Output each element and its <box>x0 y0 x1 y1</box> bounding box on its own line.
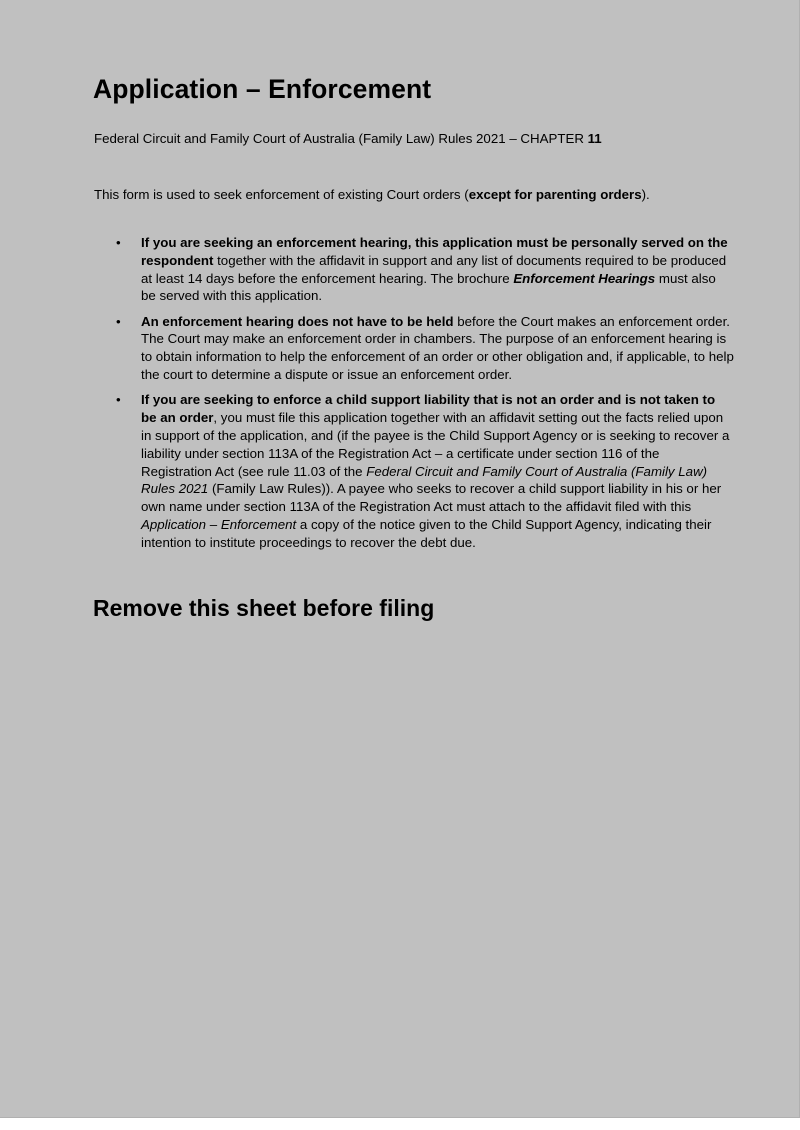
list-item-bold-lead: If you are seeking an enforcement hearing, this application must be personally served on the respondent <box>141 235 728 268</box>
bullet-icon: • <box>116 313 121 329</box>
intro-bold: except for parenting orders <box>468 187 642 202</box>
remove-sheet-heading: Remove this sheet before filing <box>93 595 435 621</box>
list-item-body: before the Court makes an enforcement order. The Court may make an enforcement order in chambers. The purpose of an enforcement hearing is to obtain information to help the enforcement of an order or other obligation and, if applicable, to help the court to determine a dispute or issue an enforcement order. <box>141 313 734 383</box>
list-item-bold-lead: If you are seeking to enforce a child support liability that is not an order and is not taken to be an order <box>141 392 716 426</box>
list-item-body: together with the affidavit in support and any list of documents required to be produced at least 14 days before the enforcement hearing. The brochure <box>141 252 727 286</box>
list-item-text <box>141 391 734 551</box>
list-item-body: , you must file this application together with an affidavit setting out the facts relied upon in support of the application, and (if the payee is the Child Support Agency or is seeking to recover a liability under section 113A of the Registration Act – a certificate under section 116 of the Registration Act (see rule 11.03 of the <box>141 410 730 479</box>
list-item-text <box>141 313 734 384</box>
list-item-child-support <box>94 391 734 551</box>
list-item-body-end: must also be served with this application. <box>141 270 716 304</box>
subtitle-text: Federal Circuit and Family Court of Australia (Family Law) Rules 2021 – CHAPTER <box>94 131 588 146</box>
list-item-body-end: a copy of the notice given to the Child Support Agency, indicating their intention to institute proceedings to recover the debt due. <box>141 516 712 550</box>
intro-text: This form is used to seek enforcement of existing Court orders ( <box>94 187 469 202</box>
list-item-text <box>141 234 734 305</box>
rules-subtitle <box>94 131 602 146</box>
brochure-title: Enforcement Hearings <box>513 270 656 286</box>
list-item-body-middle: (Family Law Rules)). A payee who seeks to recover a child support liability in his or her own name under section 113A of the Registration Act must attach to the affidavit filed with this <box>141 481 722 515</box>
list-item-hearing-not-required <box>94 313 734 384</box>
bullet-icon: • <box>116 235 121 250</box>
intro-paragraph <box>94 187 650 202</box>
instruction-list <box>94 234 734 559</box>
list-item-personal-service <box>94 234 734 305</box>
list-item-bold-lead: An enforcement hearing does not have to be held <box>141 313 454 329</box>
intro-end: ). <box>641 187 650 202</box>
bullet-icon: • <box>116 392 121 408</box>
page-title: Application – Enforcement <box>93 74 432 104</box>
rules-citation: Federal Circuit and Family Court of Australia (Family Law) Rules 2021 <box>141 463 708 497</box>
chapter-number: 11 <box>587 131 602 146</box>
form-name: Application – Enforcement <box>141 516 297 532</box>
